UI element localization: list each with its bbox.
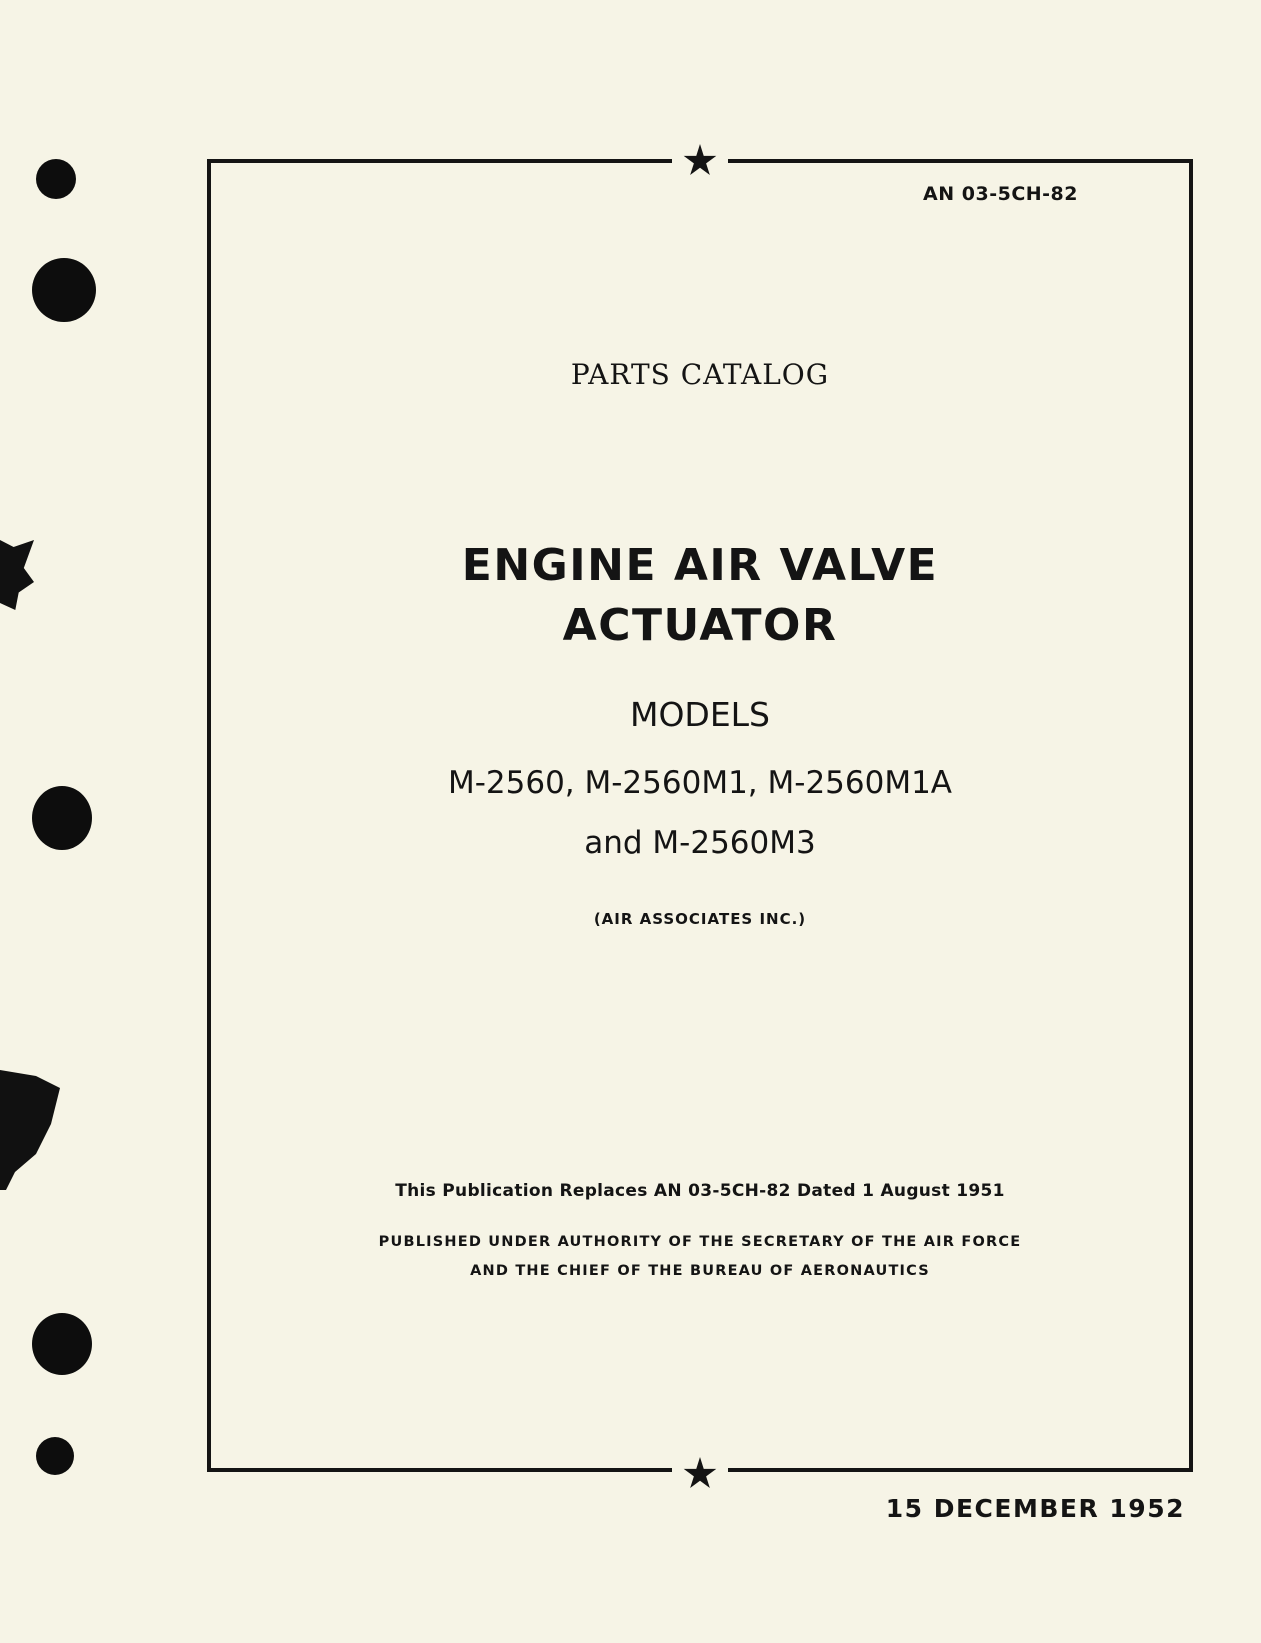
torn-edge	[0, 1070, 60, 1190]
models-list-line1: M-2560, M-2560M1, M-2560M1A	[447, 765, 953, 801]
publication-date: 15 DECEMBER 1952	[885, 1494, 1185, 1523]
page-title-line2: ACTUATOR	[562, 600, 838, 651]
manufacturer: (AIR ASSOCIATES INC.)	[593, 910, 807, 928]
authority-line1: PUBLISHED UNDER AUTHORITY OF THE SECRETARY OF THE AIR FORCE	[378, 1234, 1022, 1250]
binder-hole	[32, 258, 96, 322]
authority-line2: AND THE CHIEF OF THE BUREAU OF AERONAUTICS	[470, 1263, 930, 1279]
binder-hole	[32, 1313, 92, 1375]
models-heading: MODELS	[629, 695, 771, 734]
binder-hole	[32, 786, 92, 850]
page-title-line1: ENGINE AIR VALVE	[461, 540, 939, 591]
binder-hole	[36, 159, 76, 199]
models-list-line2: and M-2560M3	[584, 825, 816, 861]
publication-number: AN 03-5CH-82	[923, 183, 1078, 205]
replaces-notice: This Publication Replaces AN 03-5CH-82 Dated 1 August 1951	[395, 1181, 1005, 1201]
catalog-heading: PARTS CATALOG	[570, 358, 830, 391]
torn-edge	[0, 540, 34, 610]
binder-hole	[36, 1437, 74, 1475]
